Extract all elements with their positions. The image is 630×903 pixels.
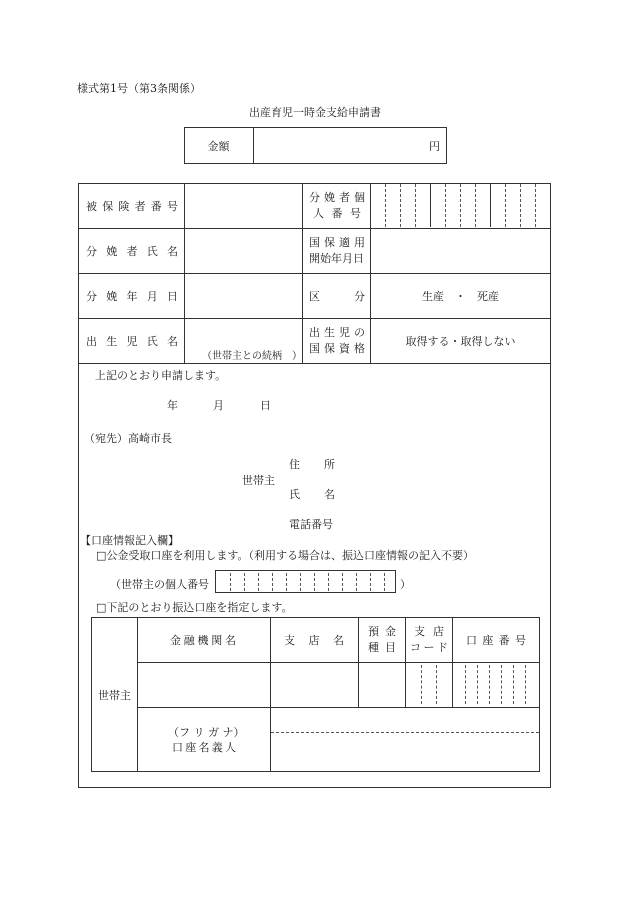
date-day: 日: [260, 399, 271, 412]
branch-name-label: 支 店 名: [284, 633, 344, 647]
option-designate-account[interactable]: □下記のとおり振込口座を指定します。: [96, 601, 293, 614]
phone-label: 電話番号: [289, 518, 333, 531]
addressee: （宛先）高崎市長: [84, 432, 172, 445]
bank-name-label: 金 融 機 関 名: [170, 633, 236, 647]
baby-name-label: 出 生 児 氏 名: [86, 334, 178, 348]
nhi-start-date-label: 国 保 適 用 開始年月日: [309, 235, 365, 265]
insured-number-input[interactable]: [185, 184, 301, 227]
account-holder-label: 口 座 名 義 人: [172, 741, 236, 754]
householder-personal-number-input[interactable]: [215, 570, 396, 593]
furigana-label: （フ リ ガ ナ）: [168, 726, 245, 739]
form-title: 出産育児一時金支給申請書: [249, 106, 381, 119]
householder-personal-number-label: （世帯主の個人番号: [110, 578, 209, 591]
householder-personal-number-close: ）: [400, 578, 411, 591]
date-year: 年: [167, 399, 178, 412]
form-number: 様式第1号（第3条関係）: [77, 82, 201, 95]
amount-label: 金額: [207, 139, 230, 153]
account-number-input[interactable]: [453, 663, 539, 706]
branch-code-input[interactable]: [406, 663, 451, 706]
category-choice[interactable]: 生産 ・ 死産: [422, 289, 499, 303]
mother-personal-number-input[interactable]: [371, 184, 550, 227]
bank-name-input[interactable]: [138, 663, 269, 706]
mother-personal-number-label: 分 娩 者 個 人 番 号: [309, 190, 365, 220]
account-section-heading: 【口座情報記入欄】: [80, 534, 179, 547]
name-label: 氏 名: [289, 488, 335, 501]
baby-nhi-status-choice[interactable]: 取得する・取得しない: [405, 334, 516, 348]
address-label: 住 所: [289, 458, 335, 471]
amount-unit: 円: [429, 139, 440, 153]
deposit-type-label: 預 金 種 目: [368, 624, 396, 654]
householder-label: 世帯主: [242, 474, 275, 487]
branch-code-label: 支 店 コ ー ド: [410, 624, 448, 654]
account-holder-input[interactable]: [271, 733, 539, 771]
baby-nhi-status-label: 出 生 児 の 国 保 資 格: [309, 325, 365, 355]
category-label: 区 分: [309, 289, 365, 303]
declaration-text: 上記のとおり申請します。: [95, 369, 227, 382]
delivery-date-label: 分 娩 年 月 日: [86, 289, 178, 303]
deposit-type-input[interactable]: [359, 663, 404, 706]
date-month: 月: [213, 399, 224, 412]
account-number-label: 口 座 番 号: [466, 633, 526, 647]
option-public-account[interactable]: □公金受取口座を利用します。（利用する場合は、振込口座情報の記入不要）: [96, 549, 475, 562]
relationship-note: （世帯主との続柄 ）: [202, 351, 302, 362]
amount-input[interactable]: [254, 127, 446, 164]
mother-name-input[interactable]: [185, 229, 301, 272]
account-row-header: 世帯主: [98, 688, 131, 702]
furigana-input[interactable]: [271, 708, 539, 731]
delivery-date-input[interactable]: [185, 274, 301, 317]
insured-number-label: 被 保 険 者 番 号: [86, 199, 178, 213]
nhi-start-date-input[interactable]: [371, 229, 550, 272]
mother-name-label: 分 娩 者 氏 名: [86, 244, 178, 258]
branch-name-input[interactable]: [271, 663, 357, 706]
